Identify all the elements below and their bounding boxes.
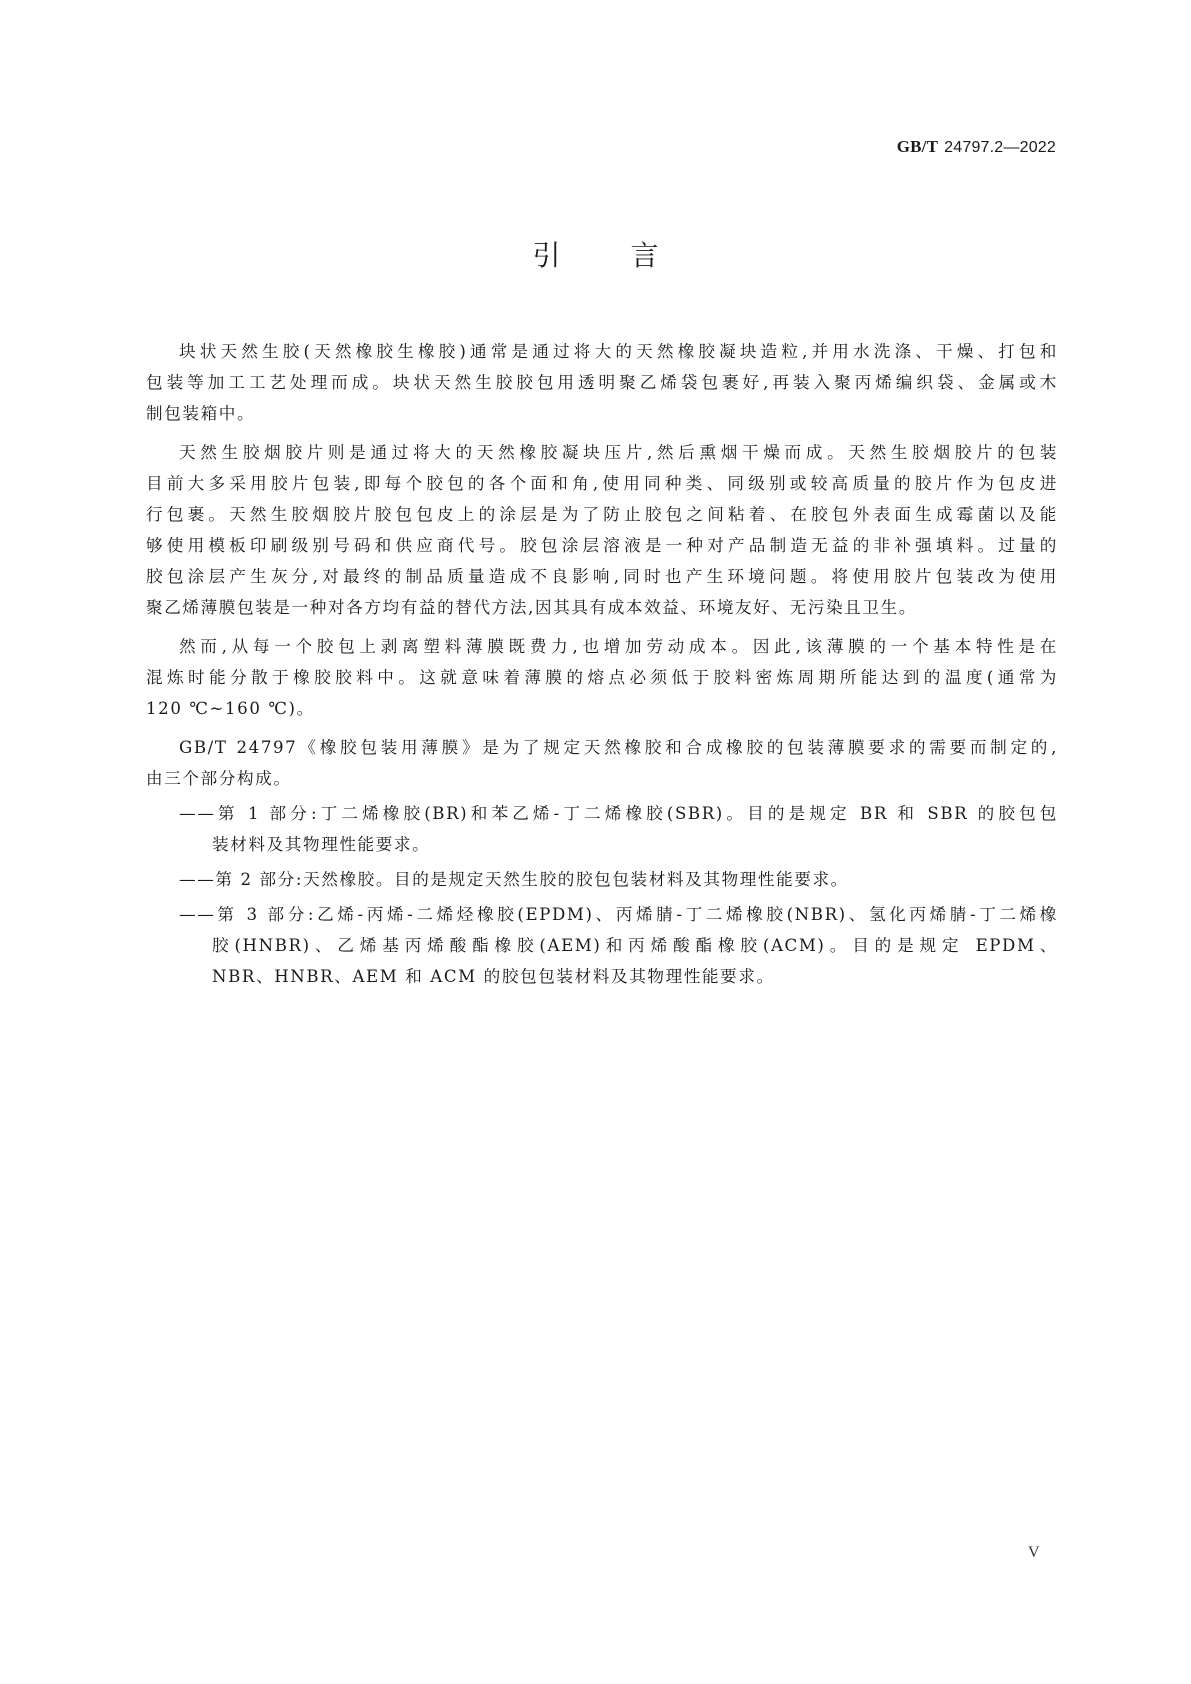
text-line: GB/T 24797《橡胶包装用薄膜》是为了规定天然橡胶和合成橡胶的包装薄膜要求的需要而制定的, — [179, 738, 1058, 757]
list-item-part-3 — [146, 899, 1058, 992]
text-line: 天然生胶烟胶片则是通过将大的天然橡胶凝块压片,然后熏烟干燥而成。天然生胶烟胶片的包装 — [179, 443, 1058, 462]
text-line: 胶(HNBR)、乙烯基丙烯酸酯橡胶(AEM)和丙烯酸酯橡胶(ACM)。目的是规定 EPDM、 — [212, 936, 1058, 955]
text-line: 块状天然生胶(天然橡胶生橡胶)通常是通过将大的天然橡胶凝块造粒,并用水洗涤、干燥、打包和 — [179, 342, 1058, 361]
text-line: 混炼时能分散于橡胶胶料中。这就意味着薄膜的熔点必须低于胶料密炼周期所能达到的温度(通常为 — [146, 668, 1058, 687]
text-line: 装材料及其物理性能要求。 — [212, 835, 431, 854]
text-line: 然而,从每一个胶包上剥离塑料薄膜既费力,也增加劳动成本。因此,该薄膜的一个基本特性是在 — [179, 637, 1058, 656]
text-line: 胶包涂层产生灰分,对最终的制品质量造成不良影响,同时也产生环境问题。将使用胶片包装改为使用 — [146, 567, 1058, 586]
text-line: 包装等加工工艺处理而成。块状天然生胶胶包用透明聚乙烯袋包裹好,再装入聚丙烯编织袋、金属或木 — [146, 373, 1058, 392]
text-line: ——第 2 部分:天然橡胶。目的是规定天然生胶的胶包包装材料及其物理性能要求。 — [179, 870, 849, 889]
text-line: ——第 1 部分:丁二烯橡胶(BR)和苯乙烯-丁二烯橡胶(SBR)。目的是规定 BR 和 SBR 的胶包包 — [179, 804, 1058, 823]
document-body — [146, 336, 1058, 992]
standard-prefix: GB/T — [896, 137, 939, 156]
text-line: 120 ℃~160 ℃)。 — [146, 699, 315, 718]
paragraph-4 — [146, 732, 1058, 794]
standard-code — [897, 137, 1056, 158]
parts-list — [146, 798, 1058, 992]
title-char-2: 言 — [630, 239, 659, 272]
text-line: 够使用模板印刷级别号码和供应商代号。胶包涂层溶液是一种对产品制造无益的非补强填料。过量的 — [146, 536, 1058, 555]
page-title — [0, 238, 1191, 274]
text-line: 目前大多采用胶片包装,即每个胶包的各个面和角,使用同种类、同级别或较高质量的胶片作为包皮进 — [146, 474, 1058, 493]
paragraph-3 — [146, 631, 1058, 724]
page-number: V — [1028, 1544, 1040, 1561]
text-line: 聚乙烯薄膜包装是一种对各方均有益的替代方法,因其具有成本效益、环境友好、无污染且卫生。 — [146, 598, 918, 617]
standard-number: 24797.2—2022 — [944, 139, 1056, 156]
text-line: NBR、HNBR、AEM 和 ACM 的胶包包装材料及其物理性能要求。 — [212, 967, 775, 986]
text-line: 制包装箱中。 — [146, 404, 256, 423]
paragraph-1 — [146, 336, 1058, 429]
paragraph-2 — [146, 437, 1058, 623]
title-char-1: 引 — [532, 239, 561, 272]
list-item-part-1 — [146, 798, 1058, 860]
text-line: 行包裹。天然生胶烟胶片胶包包皮上的涂层是为了防止胶包之间粘着、在胶包外表面生成霉菌以及能 — [146, 505, 1058, 524]
list-item-part-2 — [146, 864, 1058, 895]
text-line: ——第 3 部分:乙烯-丙烯-二烯烃橡胶(EPDM)、丙烯腈-丁二烯橡胶(NBR)、氢化丙烯腈-丁二烯橡 — [179, 905, 1058, 924]
text-line: 由三个部分构成。 — [146, 769, 292, 788]
